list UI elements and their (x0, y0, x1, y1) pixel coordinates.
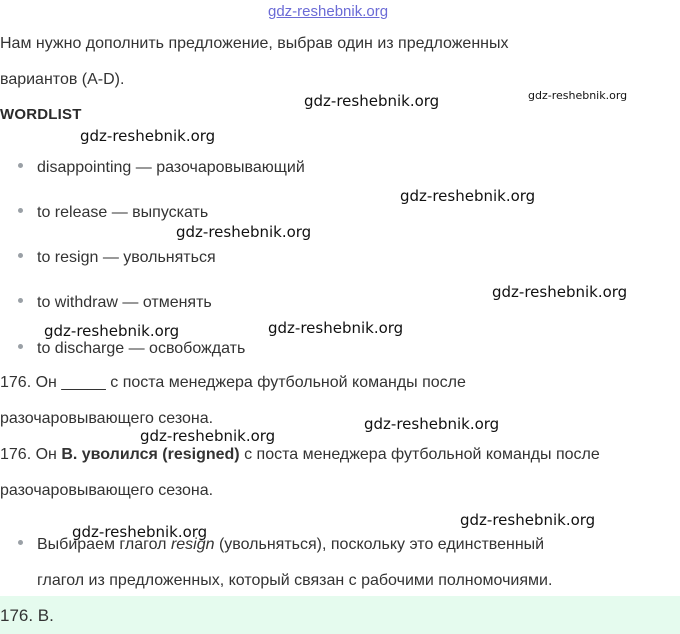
intro-line-1: Нам нужно дополнить предложение, выбрав один из предложенных (0, 35, 509, 52)
task-line-2: разочаровывающего сезона. (0, 410, 214, 427)
solution-line-1 (0, 446, 600, 464)
watermark: gdz-reshebnik.org (528, 89, 628, 102)
wordlist-item-text: to withdraw — отменять (37, 294, 212, 311)
wordlist-item (18, 204, 208, 222)
explanation-italic: resign (170, 536, 215, 553)
wordlist-item (18, 340, 245, 358)
watermark: gdz-reshebnik.org (460, 511, 596, 529)
bullet-icon (18, 163, 23, 168)
watermark: gdz-reshebnik.org (304, 92, 440, 110)
bullet-icon (18, 253, 23, 258)
solution-prefix: 176. Он (0, 446, 62, 463)
wordlist-item-text: to discharge — освобождать (37, 340, 246, 357)
watermark: gdz-reshebnik.org (176, 223, 312, 241)
wordlist-item-text: disappointing — разочаровывающий (37, 159, 305, 176)
bullet-icon (18, 208, 23, 213)
explanation-prefix: Выбираем глагол (37, 536, 171, 553)
bullet-icon (18, 298, 23, 303)
explanation-suffix: (увольняться), поскольку это единственный (214, 536, 545, 553)
solution-line-2: разочаровывающего сезона. (0, 482, 214, 499)
watermark: gdz-reshebnik.org (400, 187, 536, 205)
solution-suffix: с поста менеджера футбольной команды после (239, 446, 600, 463)
watermark: gdz-reshebnik.org (140, 427, 276, 445)
watermark: gdz-reshebnik.org (364, 415, 500, 433)
solution-answer-bold: B. уволился (resigned) (61, 446, 240, 463)
wordlist-item (18, 249, 216, 267)
watermark: gdz-reshebnik.org (268, 319, 404, 337)
watermark: gdz-reshebnik.org (80, 127, 216, 145)
site-link[interactable]: gdz-reshebnik.org (268, 3, 389, 20)
wordlist-item-text: to release — выпускать (37, 204, 209, 221)
intro-line-2: вариантов (A-D). (0, 71, 125, 88)
wordlist-item (18, 159, 305, 177)
answer-text: 176. B. (0, 606, 54, 625)
watermark: gdz-reshebnik.org (72, 523, 208, 541)
wordlist-item (18, 294, 212, 312)
wordlist-title: WORDLIST (0, 106, 82, 123)
bullet-icon (18, 344, 23, 349)
bullet-icon (18, 540, 23, 545)
watermark: gdz-reshebnik.org (44, 322, 180, 340)
watermark: gdz-reshebnik.org (492, 283, 628, 301)
answer-box (0, 596, 680, 634)
task-line-1: 176. Он _____ с поста менеджера футбольной команды после (0, 374, 466, 391)
explanation-line-2: глагол из предложенных, который связан с рабочими полномочиями. (37, 572, 553, 589)
wordlist-item-text: to resign — увольняться (37, 249, 216, 266)
